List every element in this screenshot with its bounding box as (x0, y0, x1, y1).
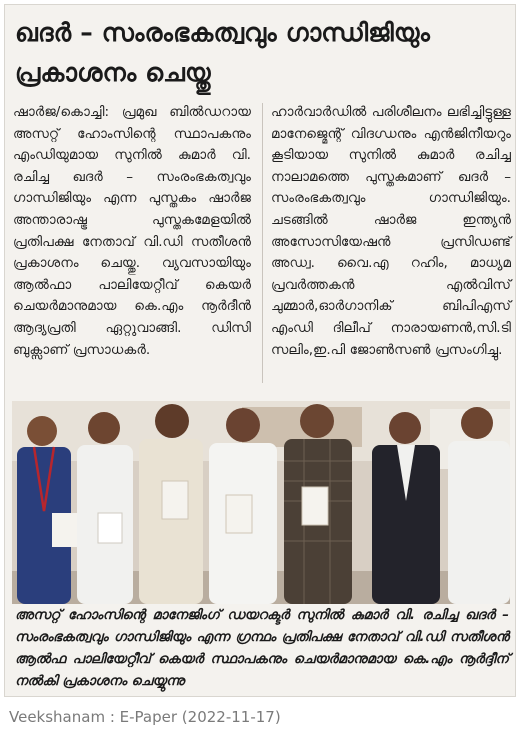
newspaper-clipping (4, 4, 516, 697)
photo-caption: അസറ്റ് ഹോംസിന്റെ മാനേജിംഗ് ഡയറക്ടർ സുനിൽ കുമാർ വി. രചിച്ച ഖദർ – സംരംഭകത്വവും ഗാന്ധിജിയും എന്ന ഗ്രന്ഥം പ്രതിപക്ഷ നേതാവ് വി.ഡി സതീശൻ ആൽഫ പാലിയേറ്റീവ് കെയർ സ്ഥാപകനും ചെയർമാനുമായ കെ.എം നൂർദ്ദീന് നൽകി പ്രകാശനം ചെയ്യുന്നു (15, 608, 509, 689)
article-headline: ഖദർ – സംരംഭകത്വവും ഗാന്ധിജിയും പ്രകാശനം ചെയ്തു (15, 18, 431, 87)
article-column-right: ഹാർവാർഡിൽ പരിശീലനം ലഭിച്ചിട്ടുള്ള മാനേജ്മെന്റ് വിദഗ്ധനും എൻജിനീയറും കൂടിയായ സുനിൽ കുമാർ രചിച്ച നാലാമത്തെ പുസ്തകമാണ് ഖദർ – സംരംഭകത്വവും ഗാന്ധിജിയും. ചടങ്ങിൽ ഷാർജ ഇന്ത്യൻ അസോസിയേഷൻ പ്രസിഡണ്ട് അഡ്വ. വൈ.എ റഹിം, മാധ്യമ പ്രവർത്തകൻ എൽവിസ് ചുമ്മാർ,ഓർഗാനിക് ബിപിഎസ് എംഡി ദിലീപ് നാരായണൻ,സി.ടി സലിം,ഇ.പി ജോൺസൺ പ്രസംഗിച്ചു. (271, 104, 511, 358)
epaper-source: Veekshanam : E-Paper (2022-11-17) (9, 708, 281, 726)
book-launch-photo (12, 401, 510, 604)
column-divider (262, 103, 263, 383)
article-column-left: ഷാർജ/കൊച്ചി: പ്രമുഖ ബിൽഡറായ അസറ്റ് ഹോംസിന്റെ സ്ഥാപകനും എംഡിയുമായ സുനിൽ കുമാർ വി. രചിച്ച ഖദർ – സംരംഭകത്വവും ഗാന്ധിജിയും എന്ന പുസ്തകം ഷാർജ അന്താരാഷ്ട്ര പുസ്തകമേളയിൽ പ്രതിപക്ഷ നേതാവ് വി.ഡി സതീശൻ പ്രകാശനം ചെയ്തു. വ്യവസായിയും ആൽഫാ പാലിയേറ്റീവ് കെയർ ചെയർമാനുമായ കെ.എം നൂർദീൻ ആദ്യപ്രതി ഏറ്റുവാങ്ങി. ഡിസി ബുക്സാണ് പ്രസാധകർ. (13, 104, 251, 358)
article-photo (12, 401, 510, 604)
